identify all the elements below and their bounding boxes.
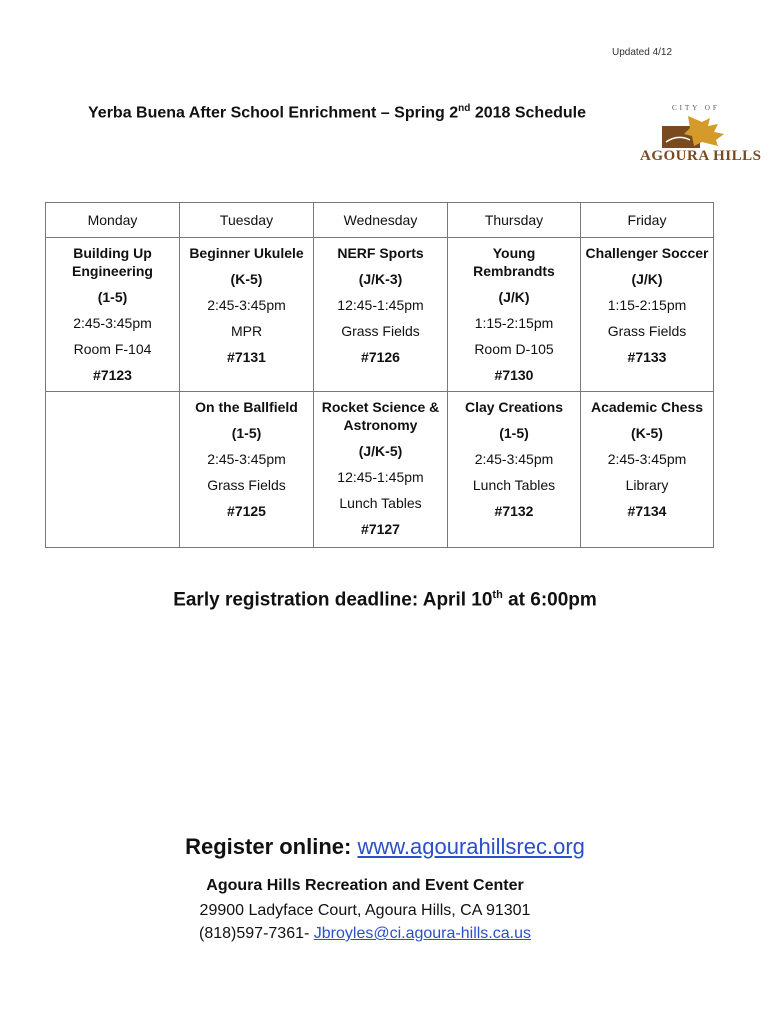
class-grades: (1-5) [231, 425, 262, 441]
class-location: Lunch Tables [339, 495, 422, 511]
class-code: #7134 [627, 503, 667, 519]
class-location: Grass Fields [341, 323, 420, 339]
class-location: MPR [230, 323, 263, 339]
class-name: Young Rembrandts [473, 245, 555, 279]
logo-city-of: CITY OF [672, 104, 720, 112]
class-time: 1:15-2:15pm [607, 297, 687, 313]
register-label: Register online: [185, 834, 358, 859]
oak-tree-icon [658, 112, 730, 150]
class-time: 12:45-1:45pm [337, 297, 424, 313]
class-name: Rocket Science & Astronomy [321, 399, 440, 433]
title-main: Yerba Buena After School Enrichment – Spring 2 [88, 104, 459, 122]
registration-deadline [0, 589, 770, 611]
class-cell-thursday-1 [448, 238, 581, 392]
schedule-table [45, 202, 714, 548]
contact-email-link[interactable]: Jbroyles@ci.agoura-hills.ca.us [313, 925, 531, 942]
class-grades: (J/K-3) [358, 271, 403, 287]
class-name: Clay Creations [464, 399, 564, 415]
contact-phone: (818)597-7361- [199, 925, 314, 942]
class-grades: (K-5) [631, 425, 663, 441]
class-time: 2:45-3:45pm [73, 315, 152, 331]
class-cell-monday-1 [46, 238, 180, 392]
class-cell-wednesday-1 [314, 238, 448, 392]
class-code: #7133 [627, 349, 667, 365]
page-title [88, 103, 586, 122]
class-cell-friday-2 [581, 392, 714, 548]
class-location: Room D-105 [474, 341, 554, 357]
class-code: #7123 [93, 367, 132, 383]
class-location: Lunch Tables [472, 477, 556, 493]
class-code: #7130 [494, 367, 534, 383]
class-grades: (J/K-5) [358, 443, 403, 459]
class-location: Grass Fields [607, 323, 687, 339]
class-code: #7127 [361, 521, 400, 537]
deadline-text: Early registration deadline: April 10 [173, 589, 493, 611]
day-header-thursday: Thursday [448, 203, 581, 238]
class-name: Building Up Engineering [72, 245, 153, 279]
table-row [46, 392, 714, 548]
class-cell-wednesday-2 [314, 392, 448, 548]
class-name: Challenger Soccer [585, 245, 709, 261]
logo-name: AGOURA HILLS [640, 148, 762, 164]
class-time: 2:45-3:45pm [607, 451, 687, 467]
day-header-friday: Friday [581, 203, 714, 238]
class-grades: (K-5) [230, 271, 263, 287]
day-header-monday: Monday [46, 203, 180, 238]
class-time: 1:15-2:15pm [474, 315, 554, 331]
class-code: #7126 [361, 349, 400, 365]
class-grades: (1-5) [97, 289, 128, 305]
day-header-wednesday: Wednesday [314, 203, 448, 238]
deadline-time: at 6:00pm [502, 589, 597, 611]
class-code: #7132 [494, 503, 534, 519]
updated-date: Updated 4/12 [612, 47, 673, 58]
class-location: Room F-104 [73, 341, 152, 357]
center-address: 29900 Ladyface Court, Agoura Hills, CA 91301 [199, 902, 531, 919]
day-header-tuesday: Tuesday [180, 203, 314, 238]
class-cell-thursday-2 [448, 392, 581, 548]
class-cell-friday-1 [581, 238, 714, 392]
class-name: Beginner Ukulele [189, 245, 304, 261]
class-time: 2:45-3:45pm [207, 451, 286, 467]
register-link[interactable]: www.agourahillsrec.org [357, 834, 585, 859]
table-row [46, 238, 714, 392]
contact-line [0, 925, 730, 943]
class-code: #7125 [227, 503, 266, 519]
class-code: #7131 [227, 349, 266, 365]
class-name: Academic Chess [590, 399, 704, 415]
class-cell-tuesday-2 [180, 392, 314, 548]
title-end: 2018 Schedule [470, 104, 586, 122]
empty-cell-monday-2 [46, 392, 180, 548]
day-header-row [46, 203, 714, 238]
agoura-hills-logo [636, 104, 762, 168]
class-cell-tuesday-1 [180, 238, 314, 392]
class-location: Grass Fields [207, 477, 286, 493]
class-location: Library [625, 477, 669, 493]
class-time: 2:45-3:45pm [207, 297, 286, 313]
class-grades: (J/K) [498, 289, 530, 305]
class-time: 12:45-1:45pm [337, 469, 424, 485]
class-name: NERF Sports [337, 245, 424, 261]
class-time: 2:45-3:45pm [474, 451, 554, 467]
class-name: On the Ballfield [195, 399, 298, 415]
center-name: Agoura Hills Recreation and Event Center [206, 877, 524, 894]
deadline-superscript: th [492, 589, 503, 601]
title-superscript: nd [458, 103, 471, 114]
class-grades: (1-5) [499, 425, 529, 441]
register-online [0, 834, 770, 860]
class-grades: (J/K) [631, 271, 663, 287]
